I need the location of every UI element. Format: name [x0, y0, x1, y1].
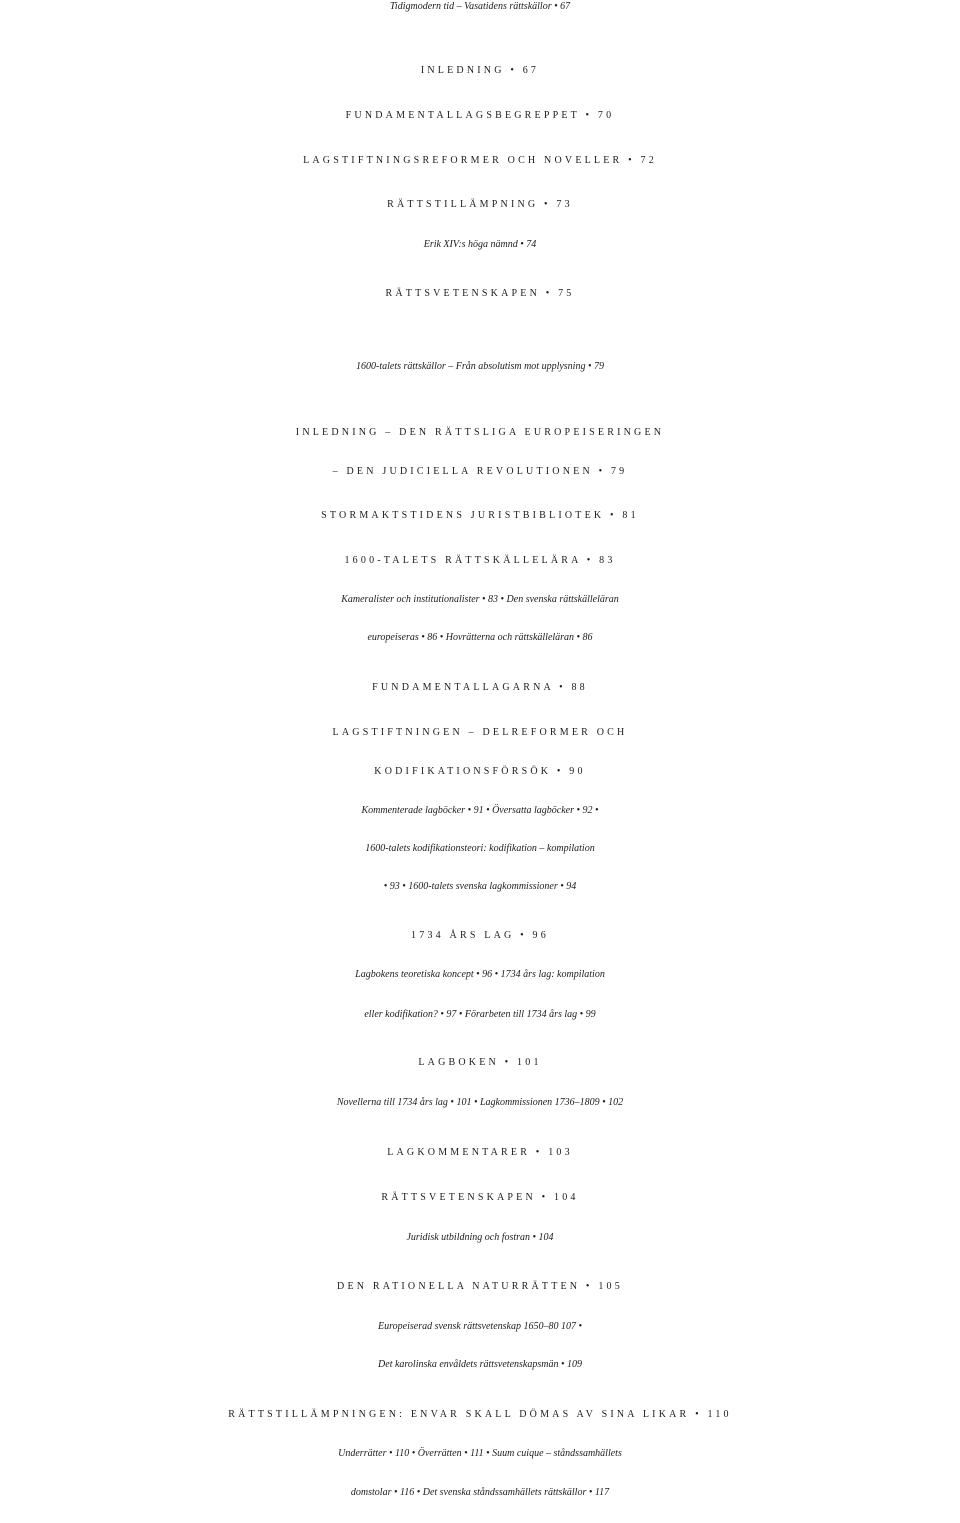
toc-subentry: Det karolinska envåldets rättsvetenskapsmän • 109: [378, 1359, 582, 1370]
toc-subentry: Europeiserad svensk rättsvetenskap 1650–80 107 •: [378, 1321, 582, 1332]
toc-section-heading: RÄTTSTILLÄMPNING • 73: [387, 199, 573, 210]
toc-section-heading: 1600-TALETS RÄTTSKÄLLELÄRA • 83: [344, 555, 616, 566]
toc-subentry: eller kodifikation? • 97 • Förarbeten till 1734 års lag • 99: [364, 1009, 596, 1020]
toc-section-heading: INLEDNING • 67: [420, 65, 540, 76]
toc-section-heading: LAGSTIFTNINGEN – DELREFORMER OCH: [332, 727, 628, 738]
toc-section-heading: KODIFIKATIONSFÖRSÖK • 90: [374, 766, 586, 777]
toc-section-heading: LAGKOMMENTARER • 103: [387, 1147, 573, 1158]
toc-subentry: Kommenterade lagböcker • 91 • Översatta lagböcker • 92 •: [361, 805, 599, 816]
toc-section-heading: – DEN JUDICIELLA REVOLUTIONEN • 79: [332, 466, 628, 477]
toc-subentry: Erik XIV:s höga nämnd • 74: [423, 239, 537, 250]
toc-subentry: Juridisk utbildning och fostran • 104: [406, 1232, 554, 1243]
toc-section-heading: RÄTTSVETENSKAPEN • 75: [385, 288, 575, 299]
toc-section-heading: DEN RATIONELLA NATURRÄTTEN • 105: [337, 1281, 623, 1292]
toc-subentry: Novellerna till 1734 års lag • 101 • Lagkommissionen 1736–1809 • 102: [336, 1097, 624, 1108]
toc-subentry: Lagbokens teoretiska koncept • 96 • 1734 års lag: kompilation: [355, 969, 605, 980]
toc-section-heading: RÄTTSVETENSKAPEN • 104: [381, 1192, 579, 1203]
toc-section-heading: FUNDAMENTALLAGSBEGREPPET • 70: [345, 110, 615, 121]
toc-subentry: domstolar • 116 • Det svenska ståndssamhällets rättskällor • 117: [350, 1487, 610, 1498]
toc-section-heading: FUNDAMENTALLAGARNA • 88: [372, 682, 588, 693]
toc-section-heading: LAGBOKEN • 101: [418, 1057, 542, 1068]
toc-section-heading: RÄTTSTILLÄMPNINGEN: ENVAR SKALL DÖMAS AV SINA LIKAR • 110: [228, 1409, 732, 1420]
toc-subentry: Underrätter • 110 • Överrätten • 111 • Suum cuique – ståndssamhällets: [338, 1448, 622, 1459]
toc-part-title: Tidigmodern tid – Vasatidens rättskällor • 67: [389, 1, 571, 12]
toc-section-heading: STORMAKTSTIDENS JURISTBIBLIOTEK • 81: [321, 510, 639, 521]
toc-part-title: 1600-talets rättskällor – Från absolutism mot upplysning • 79: [356, 361, 604, 372]
toc-section-heading: INLEDNING – DEN RÄTTSLIGA EUROPEISERINGEN: [295, 427, 665, 438]
toc-subentry: Kameralister och institutionalister • 83 • Den svenska rättskälleläran: [341, 594, 619, 605]
toc-subentry: europeiseras • 86 • Hovrätterna och rättskälleläran • 86: [367, 632, 593, 643]
toc-section-heading: 1734 ÅRS LAG • 96: [411, 930, 549, 941]
toc-subentry: • 93 • 1600-talets svenska lagkommissioner • 94: [383, 881, 577, 892]
toc-subentry: 1600-talets kodifikationsteori: kodifikation – kompilation: [365, 843, 595, 854]
toc-section-heading: LAGSTIFTNINGSREFORMER OCH NOVELLER • 72: [303, 155, 657, 166]
